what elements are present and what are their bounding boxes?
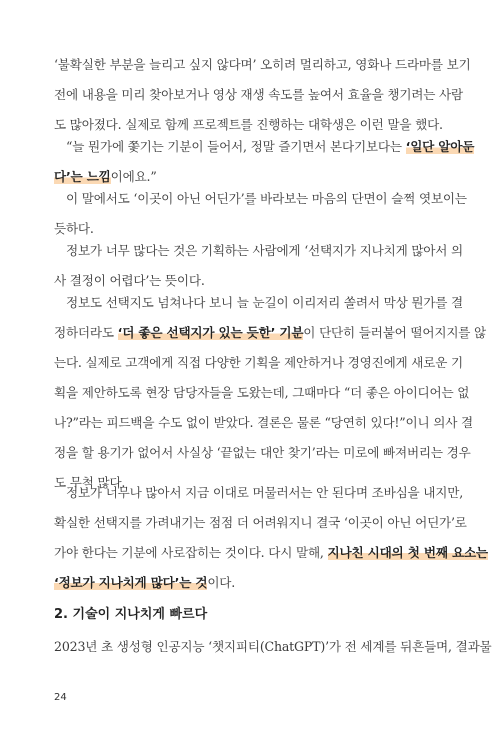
paragraph bbox=[54, 236, 463, 296]
text-line bbox=[54, 80, 463, 110]
text-run: 이 말에서도 ‘이곳이 아닌 어딘가’를 바라보는 마음의 단면이 슬쩍 엿보이는 bbox=[66, 191, 467, 206]
text-run: 도 많아졌다. 실제로 함께 프로젝트를 진행하는 대학생은 이런 말을 했다. bbox=[54, 117, 443, 132]
text-run: 이에요.” bbox=[110, 169, 157, 184]
text-line bbox=[54, 438, 471, 468]
text-run: 는다. 실제로 고객에게 직접 다양한 기획을 제안하거나 경영진에게 새로운 기 bbox=[54, 355, 463, 370]
text-line bbox=[54, 132, 475, 162]
paragraph bbox=[54, 50, 471, 140]
highlighted-phrase: ‘더 좋은 선택지가 있는 듯한’ 기분 bbox=[117, 325, 304, 340]
highlighted-phrase: 다’는 느낌 bbox=[54, 169, 111, 184]
text-line bbox=[54, 288, 463, 318]
highlighted-phrase: ‘일단 알아둔 bbox=[405, 139, 475, 154]
text-line bbox=[54, 50, 471, 80]
text-run: 사 결정이 어렵다’는 뜻이다. bbox=[54, 273, 205, 288]
paragraph bbox=[54, 132, 475, 192]
text-run: “늘 뭔가에 쫓기는 기분이 들어서, 정말 즐기면서 본다기보다는 bbox=[66, 139, 406, 154]
paragraph bbox=[54, 288, 487, 498]
text-run: 정보도 선택지도 넘쳐나다 보니 늘 눈길이 이리저리 쏠려서 막상 뭔가를 결 bbox=[66, 295, 463, 310]
text-run: 정보가 너무나 많아서 지금 이대로 머물러서는 안 된다며 조바심을 내지만, bbox=[66, 485, 463, 500]
text-line bbox=[54, 318, 487, 348]
highlighted-phrase: 지나친 시대의 첫 번째 요소는 bbox=[327, 545, 488, 560]
text-run: 전에 내용을 미리 찾아보거나 영상 재생 속도를 높여서 효율을 챙기려는 사람 bbox=[54, 87, 463, 102]
text-run: 듯하다. bbox=[54, 221, 94, 236]
text-run: 획을 제안하도록 현장 담당자들을 도왔는데, 그때마다 “더 좋은 아이디어는 없 bbox=[54, 385, 470, 400]
text-run: 정을 할 용기가 없어서 사실상 ‘끝없는 대안 찾기’라는 미로에 빠져버리는 경우 bbox=[54, 445, 471, 460]
text-line bbox=[54, 408, 473, 438]
text-line bbox=[54, 632, 492, 662]
text-run: 이다. bbox=[207, 575, 236, 590]
text-run: 정하더라도 bbox=[54, 325, 118, 340]
text-run: ‘불확실한 부분을 늘리고 싶지 않다며’ 오히려 멀리하고, 영화나 드라마를 보기 bbox=[54, 57, 471, 72]
highlighted-phrase: ‘정보가 지나치게 많다’는 것 bbox=[54, 575, 208, 590]
text-line bbox=[54, 508, 467, 538]
text-run: 도 무척 많다. bbox=[54, 475, 126, 490]
paragraph bbox=[54, 478, 488, 598]
text-line bbox=[54, 538, 488, 568]
text-line bbox=[54, 478, 463, 508]
text-run: 확실한 선택지를 가려내기는 점점 더 어려워지니 결국 ‘이곳이 아닌 어딘가’로 bbox=[54, 515, 467, 530]
text-run: 정보가 너무 많다는 것은 기획하는 사람에게 ‘선택지가 지나치게 많아서 의 bbox=[66, 243, 463, 258]
text-line bbox=[54, 568, 446, 598]
text-line bbox=[54, 348, 463, 378]
paragraph bbox=[54, 184, 467, 244]
paragraph bbox=[54, 632, 492, 662]
text-run: 이 단단히 들러붙어 떨어지지를 않 bbox=[303, 325, 487, 340]
text-line bbox=[54, 378, 470, 408]
text-run: 나?”라는 피드백을 수도 없이 받았다. 결론은 물론 “당연히 있다!”이니 의사 결 bbox=[54, 415, 473, 430]
section-heading: 2. 기술이 지나치게 빠르다 bbox=[54, 607, 208, 622]
text-run: 가야 한다는 기분에 사로잡히는 것이다. 다시 말해, bbox=[54, 545, 328, 560]
page-number: 24 bbox=[54, 692, 67, 703]
text-run: 2023년 초 생성형 인공지능 ‘챗지피티(ChatGPT)’가 전 세계를 뒤흔들며, 결과물 bbox=[54, 639, 492, 654]
text-line bbox=[54, 184, 467, 214]
text-line bbox=[54, 236, 463, 266]
